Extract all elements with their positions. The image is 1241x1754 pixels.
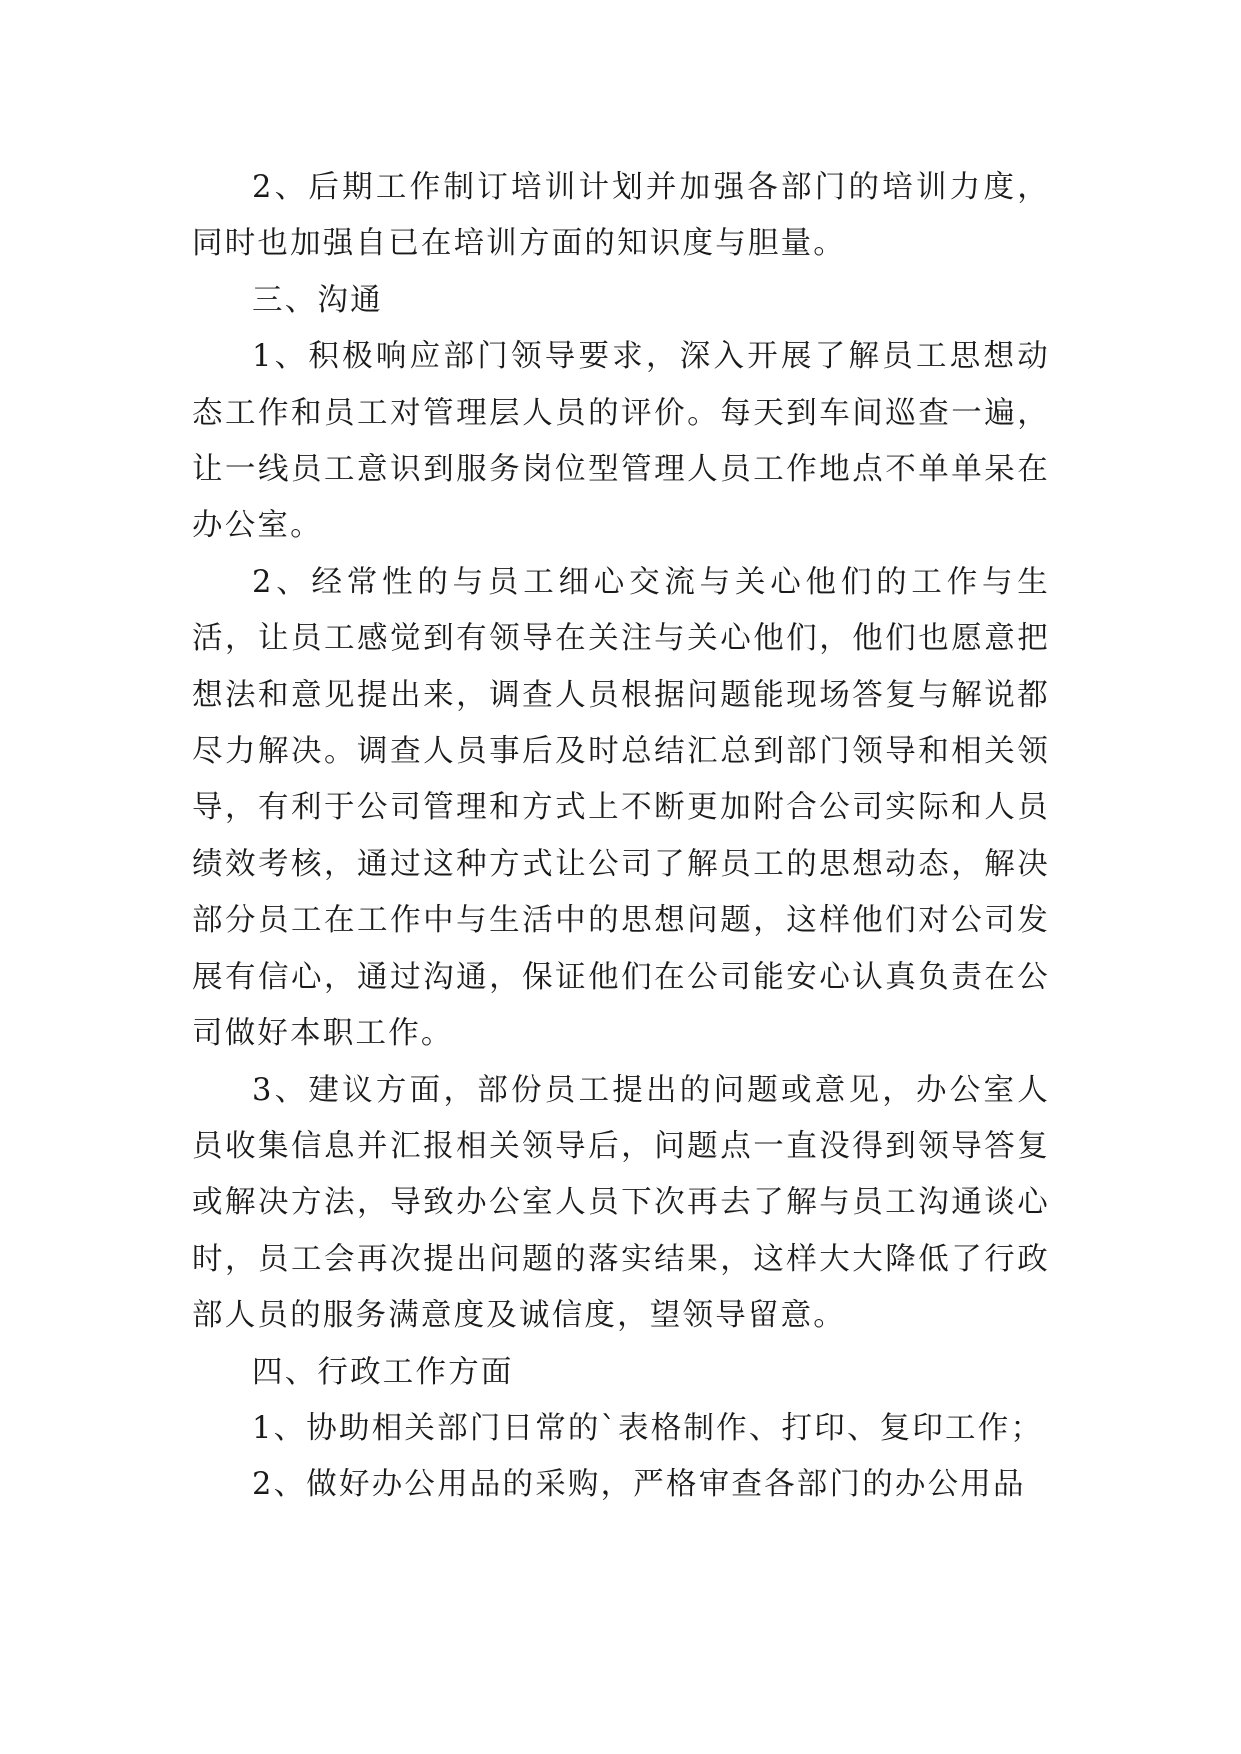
paragraph-communication-3: 3、建议方面，部份员工提出的问题或意见，办公室人员收集信息并汇报相关领导后，问题点一直没得到领导答复或解决方法，导致办公室人员下次再去了解与员工沟通谈心时，员工会再次提出问题的落实结果，这样大大降低了行政部人员的服务满意度及诚信度，望领导留意。 xyxy=(192,1072,1050,1334)
section-heading-admin-work: 四、行政工作方面 xyxy=(252,1354,514,1390)
section-heading-communication: 三、沟通 xyxy=(252,282,383,318)
paragraph-communication-2: 2、经常性的与员工细心交流与关心他们的工作与生活，让员工感觉到有领导在关注与关心他们，他们也愿意把想法和意见提出来，调查人员根据问题能现场答复与解说都尽力解决。调查人员事后及时总结汇总到部门领导和相关领导，有利于公司管理和方式上不断更加附合公司实际和人员绩效考核，通过这种方式让公司了解员工的思想动态，解决部分员工在工作中与生活中的思想问题，这样他们对公司发展有信心，通过沟通，保证他们在公司能安心认真负责在公司做好本职工作。 xyxy=(192,564,1050,1052)
paragraph-admin-2: 2、做好办公用品的采购，严格审查各部门的办公用品 xyxy=(252,1467,1026,1503)
paragraph-admin-1: 1、协助相关部门日常的`表格制作、打印、复印工作； xyxy=(252,1410,1044,1446)
paragraph-training-plan: 2、后期工作制订培训计划并加强各部门的培训力度，同时也加强自已在培训方面的知识度与胆量。 xyxy=(192,170,1050,262)
paragraph-communication-1: 1、积极响应部门领导要求，深入开展了解员工思想动态工作和员工对管理层人员的评价。每天到车间巡查一遍，让一线员工意识到服务岗位型管理人员工作地点不单单呆在办公室。 xyxy=(192,339,1050,544)
document-body xyxy=(192,160,1050,1514)
